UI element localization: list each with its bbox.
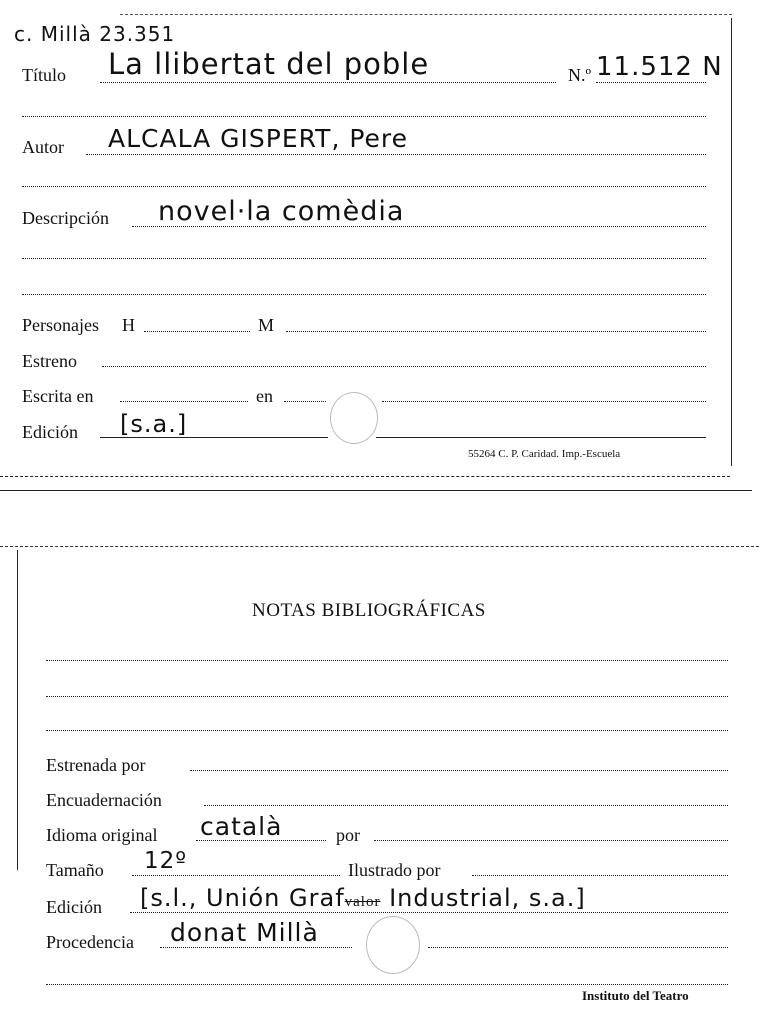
titulo-extra-line <box>22 116 706 117</box>
notas-line-2 <box>46 696 728 697</box>
card-bottom-dashed-edge <box>0 476 730 477</box>
encuadernacion-label: Encuadernación <box>46 790 162 810</box>
escrita-en-line-a <box>284 401 326 402</box>
encuadernacion-line <box>204 805 728 806</box>
tamano-line <box>132 875 340 876</box>
card-top-edge <box>120 14 732 15</box>
idioma-line <box>196 840 326 841</box>
personajes-m-line <box>286 331 706 332</box>
ilustrado-line <box>472 875 728 876</box>
card-right-edge <box>731 18 732 466</box>
notas-line-3 <box>46 730 728 731</box>
numero-line <box>596 82 706 83</box>
autor-label: Autor <box>22 137 64 157</box>
autor-extra-line <box>22 186 706 187</box>
punch-hole <box>330 392 378 444</box>
notas-line-1 <box>46 660 728 661</box>
personajes-label: Personajes <box>22 315 99 335</box>
escrita-en-line-b <box>382 401 706 402</box>
printer-imprint: 55264 C. P. Caridad. Imp.-Escuela <box>468 448 621 460</box>
procedencia-extra-line <box>46 984 728 985</box>
personajes-m-label: M <box>258 315 275 335</box>
card-left-edge <box>17 550 18 870</box>
procedencia-line-b <box>428 947 728 948</box>
catalog-card-front <box>0 0 759 500</box>
institution-footer: Instituto del Teatro <box>582 988 689 1003</box>
procedencia-value: donat Millà <box>170 918 319 947</box>
back-edicion-value-a: [s.l., Unión Graf <box>140 884 345 912</box>
tamano-value: 12º <box>144 848 188 874</box>
edicion-line-a <box>100 437 328 438</box>
descripcion-value: novel·la comèdia <box>158 196 405 227</box>
estreno-label: Estreno <box>22 351 77 371</box>
notas-heading: NOTAS BIBLIOGRÁFICAS <box>252 600 486 621</box>
edicion-label: Edición <box>22 422 78 442</box>
tamano-label: Tamaño <box>46 860 104 880</box>
idioma-por-line <box>374 840 728 841</box>
procedencia-label: Procedencia <box>46 932 134 952</box>
titulo-value: La llibertat del poble <box>108 47 430 81</box>
titulo-line <box>100 82 556 83</box>
escrita-label: Escrita en <box>22 386 94 406</box>
idioma-por-label: por <box>336 825 360 845</box>
back-edicion-value <box>140 886 586 910</box>
card-bottom-edge <box>0 490 752 491</box>
edicion-value: [s.a.] <box>120 410 188 438</box>
estrenada-line <box>190 770 728 771</box>
edicion-line-b <box>376 437 706 438</box>
idioma-label: Idioma original <box>46 825 158 845</box>
punch-hole <box>366 916 420 974</box>
titulo-label: Título <box>22 65 66 85</box>
escrita-line <box>120 401 248 402</box>
numero-label: N.º <box>568 65 592 85</box>
back-edicion-struck: valor <box>344 894 381 910</box>
numero-value: 11.512 N <box>596 52 723 82</box>
descripcion-line <box>132 226 706 227</box>
personajes-h-line <box>144 331 250 332</box>
ilustrado-label: Ilustrado por <box>348 860 441 880</box>
autor-line <box>86 154 706 155</box>
autor-value: ALCALA GISPERT, Pere <box>108 124 409 153</box>
catalog-card-back <box>0 540 759 1028</box>
back-edicion-line <box>130 912 728 913</box>
back-edicion-label: Edición <box>46 897 102 917</box>
personajes-h-label: H <box>122 315 135 335</box>
card-top-edge <box>0 546 759 547</box>
catalog-note: c. Millà 23.351 <box>14 22 176 46</box>
descripcion-extra-line-1 <box>22 258 706 259</box>
idioma-value: català <box>200 812 283 841</box>
procedencia-line-a <box>160 947 352 948</box>
descripcion-extra-line-2 <box>22 294 706 295</box>
back-edicion-value-b: Industrial, s.a.] <box>380 884 586 912</box>
escrita-en-label: en <box>256 386 273 406</box>
descripcion-label: Descripción <box>22 208 109 228</box>
estrenada-label: Estrenada por <box>46 755 146 775</box>
estreno-line <box>102 366 706 367</box>
